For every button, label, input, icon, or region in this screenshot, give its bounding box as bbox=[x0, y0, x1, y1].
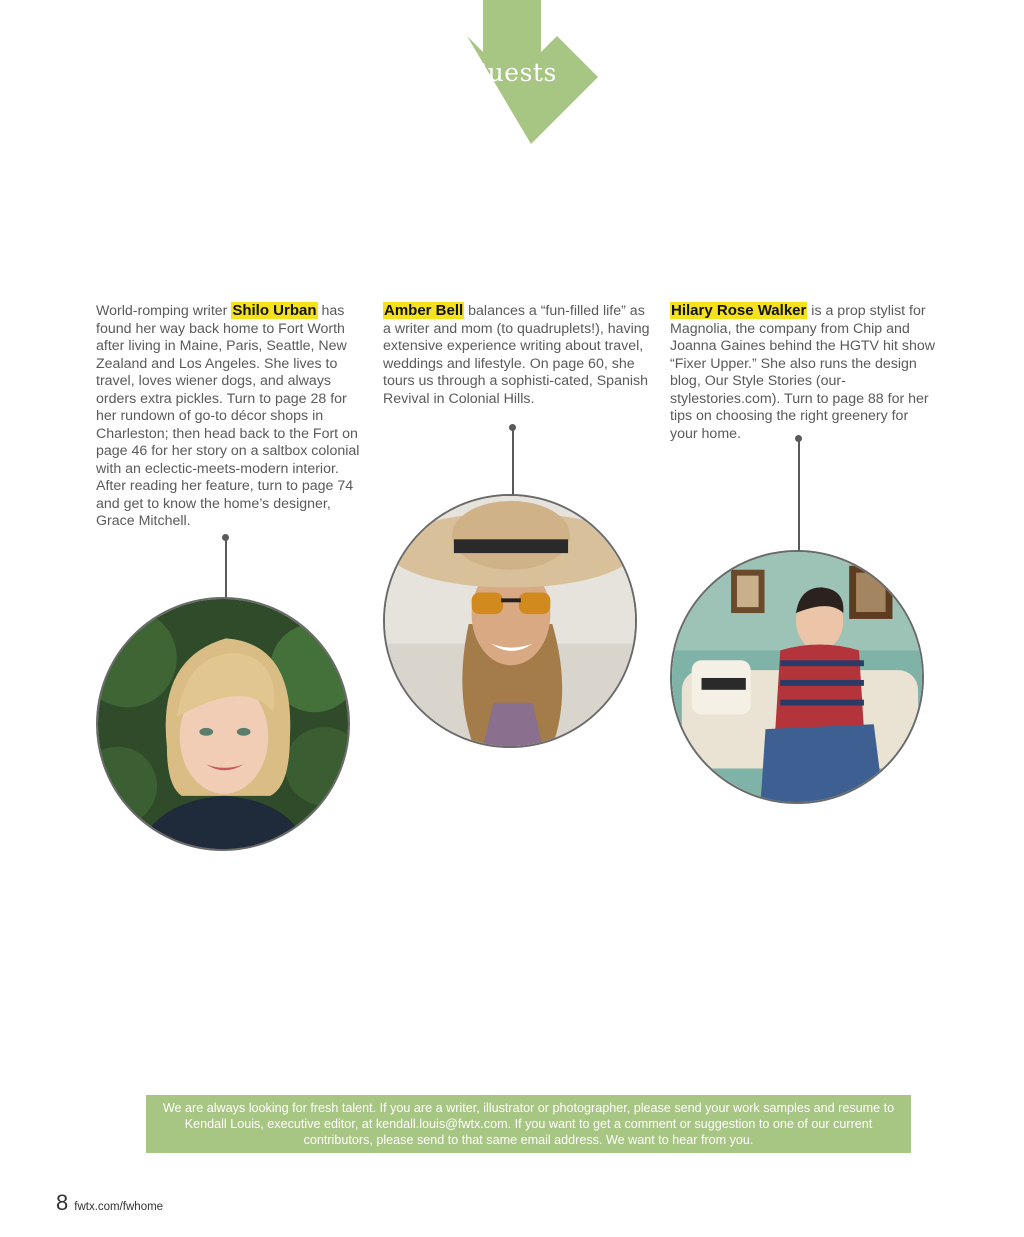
bio-text: is a prop stylist for Magnolia, the company from Chip and Joanna Gaines behind the HGTV hit show “Fixer Upper.” She also runs the design blog, Our Style Stories (our-stylestories.com). Turn to page 88 for her tips on choosing the right greenery for your home. bbox=[670, 303, 935, 442]
contributor-photo-shilo-urban bbox=[96, 597, 350, 851]
contributor-photo-amber-bell bbox=[383, 494, 637, 748]
connector-line bbox=[512, 428, 514, 496]
page-title: Guests bbox=[467, 58, 557, 87]
connector-line bbox=[225, 538, 227, 600]
bio-lead-text: World-romping writer bbox=[96, 303, 232, 319]
portrait-image bbox=[672, 552, 922, 802]
connector-line bbox=[798, 439, 800, 551]
contributor-name: Hilary Rose Walker bbox=[671, 302, 807, 319]
portrait-image bbox=[385, 496, 635, 746]
fresh-talent-callout: We are always looking for fresh talent. If you are a writer, illustrator or photographer, please send your work samples and resume to Kendall Louis, executive editor, at kendall.louis@fwtx.com. If you want to get a comment or suggestion to one of our current contributors, please send to that same email address. We want to hear from you. bbox=[146, 1095, 911, 1153]
contributor-bio-shilo-urban bbox=[96, 302, 364, 531]
contributor-photo-hilary-rose-walker bbox=[670, 550, 924, 804]
contributor-name: Amber Bell bbox=[384, 302, 464, 319]
contributor-name: Shilo Urban bbox=[232, 302, 317, 319]
contributor-bio-hilary-rose-walker bbox=[670, 302, 938, 443]
page-number: 8 bbox=[56, 1190, 69, 1215]
bio-text: has found her way back home to Fort Worth after living in Maine, Paris, Seattle, New Zealand and Los Angeles. She lives to travel, loves wiener dogs, and always orders extra pickles. Turn to page 28 for her rundown of go-to décor shops in Charleston; then head back to the Fort on page 46 for her story on a saltbox colonial with an eclectic-meets-modern interior. After reading her feature, turn to page 74 and get to know the home’s designer, Grace Mitchell. bbox=[96, 303, 360, 529]
portrait-image bbox=[98, 599, 348, 849]
bio-text: balances a “fun-filled life” as a writer and mom (to quadruplets!), having extensive experience writing about travel, weddings and lifestyle. On page 60, she tours us through a sophisti-cated, Spanish Revival in Colonial Hills. bbox=[383, 303, 650, 407]
page-footer bbox=[56, 1190, 163, 1216]
site-url[interactable]: fwtx.com/fwhome bbox=[74, 1201, 164, 1213]
contributor-bio-amber-bell bbox=[383, 302, 651, 408]
